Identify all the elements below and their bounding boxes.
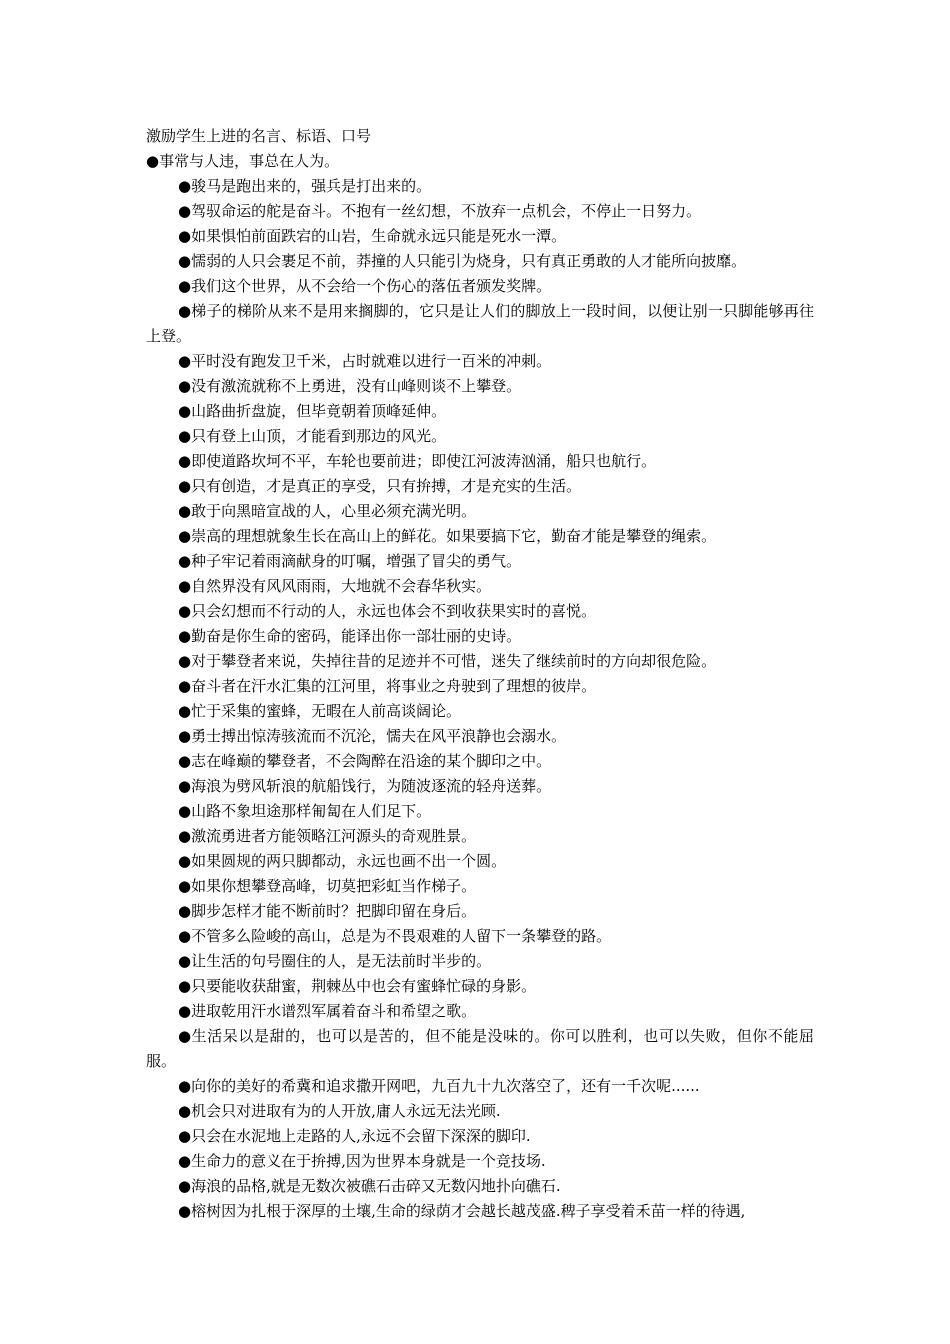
document-title: 激励学生上进的名言、标语、口号 (146, 127, 372, 145)
quote-line: ●如果圆规的两只脚都动，永远也画不出一个圆。 (178, 852, 507, 870)
quote-line: ●生命力的意义在于拚搏,因为世界本身就是一个竞技场. (178, 1152, 546, 1170)
quote-line: ●忙于采集的蜜蜂，无暇在人前高谈阔论。 (178, 702, 462, 720)
quote-line: ●懦弱的人只会裹足不前，莽撞的人只能引为烧身，只有真正勇敢的人才能所向披靡。 (178, 252, 747, 270)
quote-line: ●平时没有跑发卫千米，占时就难以进行一百米的冲刺。 (178, 352, 552, 370)
quote-line: ●如果惧怕前面跌宕的山岩，生命就永远只能是死水一潭。 (178, 227, 567, 245)
quote-line: ●山路曲折盘旋，但毕竟朝着顶峰延伸。 (178, 402, 447, 420)
quote-line: ●勤奋是你生命的密码，能译出你一部壮丽的史诗。 (178, 627, 522, 645)
quote-line: ●榕树因为扎根于深厚的土壤,生命的绿荫才会越长越茂盛.稗子享受着禾苗一样的待遇, (178, 1202, 746, 1220)
quote-line: ●海浪为劈风斩浪的航船饯行，为随波逐流的轻舟送葬。 (178, 777, 552, 795)
quote-line: ●只有创造，才是真正的享受，只有拚搏，才是充实的生活。 (178, 477, 582, 495)
quote-list (146, 174, 814, 1224)
quote-line: ●驾驭命运的舵是奋斗。不抱有一丝幻想，不放弃一点机会，不停止一日努力。 (178, 202, 702, 220)
quote-line: ●只要能收获甜蜜，荆棘丛中也会有蜜蜂忙碌的身影。 (178, 977, 537, 995)
quote-line: ●脚步怎样才能不断前时？把脚印留在身后。 (178, 902, 477, 920)
quote-line: ●山路不象坦途那样匍匐在人们足下。 (178, 802, 432, 820)
quote-line: ●海浪的品格,就是无数次被礁石击碎又无数闪地扑向礁石. (178, 1177, 561, 1195)
quote-line: ●志在峰巅的攀登者，不会陶醉在沿途的某个脚印之中。 (178, 752, 552, 770)
quote-line: ●骏马是跑出来的，强兵是打出来的。 (178, 177, 432, 195)
quote-line: ●生活呆以是甜的，也可以是苦的，但不能是没味的。你可以胜利，也可以失败，但你不能屈服。 (146, 1027, 814, 1070)
quote-line: ●机会只对进取有为的人开放,庸人永远无法光顾. (178, 1102, 501, 1120)
quote-line: ●如果你想攀登高峰，切莫把彩虹当作梯子。 (178, 877, 477, 895)
quote-line: ●自然界没有风风雨雨，大地就不会春华秋实。 (178, 577, 492, 595)
quote-line: ●奋斗者在汗水汇集的江河里，将事业之舟驶到了理想的彼岸。 (178, 677, 597, 695)
quote-line: ●对于攀登者来说，失掉往昔的足迹并不可惜，迷失了继续前时的方向却很危险。 (178, 652, 717, 670)
quote-line: ●只会幻想而不行动的人，永远也体会不到收获果实时的喜悦。 (178, 602, 597, 620)
quote-line: ●崇高的理想就象生长在高山上的鲜花。如果要搞下它，勤奋才能是攀登的绳索。 (178, 527, 717, 545)
quote-line: ●只有登上山顶，才能看到那边的风光。 (178, 427, 447, 445)
quote-line: ●只会在水泥地上走路的人,永远不会留下深深的脚印. (178, 1127, 531, 1145)
quote-line: ●事常与人违，事总在人为。 (146, 152, 340, 170)
document-body (146, 124, 814, 1224)
quote-line: ●激流勇进者方能领略江河源头的奇观胜景。 (178, 827, 477, 845)
quote-line: ●向你的美好的希冀和追求撒开网吧，九百九十九次落空了，还有一千次呢...... (178, 1077, 700, 1095)
quote-line: ●勇士搏出惊涛骇流而不沉沦，懦夫在风平浪静也会溺水。 (178, 727, 567, 745)
quote-line: ●让生活的句号圈住的人，是无法前时半步的。 (178, 952, 492, 970)
quote-line: ●敢于向黑暗宣战的人，心里必须充满光明。 (178, 502, 477, 520)
quote-line: ●不管多么险峻的高山，总是为不畏艰难的人留下一条攀登的路。 (178, 927, 612, 945)
quote-line: ●梯子的梯阶从来不是用来搁脚的，它只是让人们的脚放上一段时间，以便让别一只脚能够再往上登。 (146, 302, 814, 345)
quote-line: ●即使道路坎坷不平，车轮也要前进；即使江河波涛汹涌，船只也航行。 (178, 452, 657, 470)
quote-line: ●进取乾用汗水谱烈军属着奋斗和希望之歌。 (178, 1002, 477, 1020)
quote-line: ●我们这个世界，从不会给一个伤心的落伍者颁发奖牌。 (178, 277, 552, 295)
quote-line: ●种子牢记着雨滴献身的叮嘱，增强了冒尖的勇气。 (178, 552, 522, 570)
quote-line: ●没有激流就称不上勇进，没有山峰则谈不上攀登。 (178, 377, 522, 395)
